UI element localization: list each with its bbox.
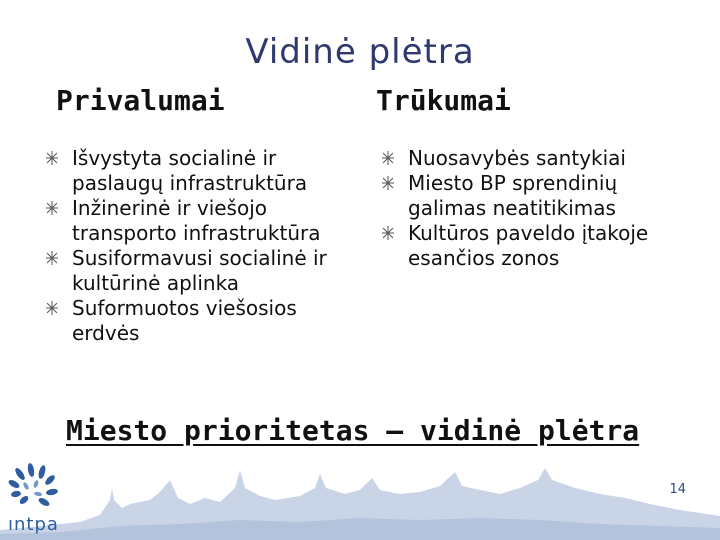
list-item [380,146,680,171]
advantages-list [44,146,344,346]
page-number: 14 [669,482,686,497]
list-item [44,196,344,246]
city-skyline-graphic [0,460,720,540]
ntpa-logo [4,462,90,540]
list-item-text: Suformuotos viešosios erdvės [72,296,297,345]
list-item [44,296,344,346]
list-item-text: Išvystyta socialinė ir paslaugų infrastruktūra [72,146,308,195]
list-item-text: Kultūros paveldo įtakoje esančios zonos [408,221,649,270]
list-item-text: Miesto BP sprendinių galimas neatitikimas [408,171,618,220]
list-item-text: Inžinerinė ir viešojo transporto infrastruktūra [72,196,321,245]
sparkle-bullet-icon [44,199,60,217]
disadvantages-heading: Trūkumai [376,84,511,117]
list-item-text: Susiformavusi socialinė ir kultūrinė aplinka [72,246,327,295]
list-item [44,146,344,196]
slide-title: Vidinė plėtra [245,32,475,72]
sparkle-bullet-icon [380,149,396,167]
logo-text: ıntpa [8,514,59,535]
starburst-logo-icon [4,462,90,518]
list-item [380,221,680,271]
sparkle-bullet-icon [44,299,60,317]
sparkle-bullet-icon [44,149,60,167]
advantages-heading: Privalumai [56,84,225,117]
disadvantages-list [380,146,680,271]
list-item [44,246,344,296]
sparkle-bullet-icon [380,174,396,192]
sparkle-bullet-icon [44,249,60,267]
list-item [380,171,680,221]
sparkle-bullet-icon [380,224,396,242]
list-item-text: Nuosavybės santykiai [408,146,626,170]
priority-statement: Miesto prioritetas – vidinė plėtra [66,414,640,447]
